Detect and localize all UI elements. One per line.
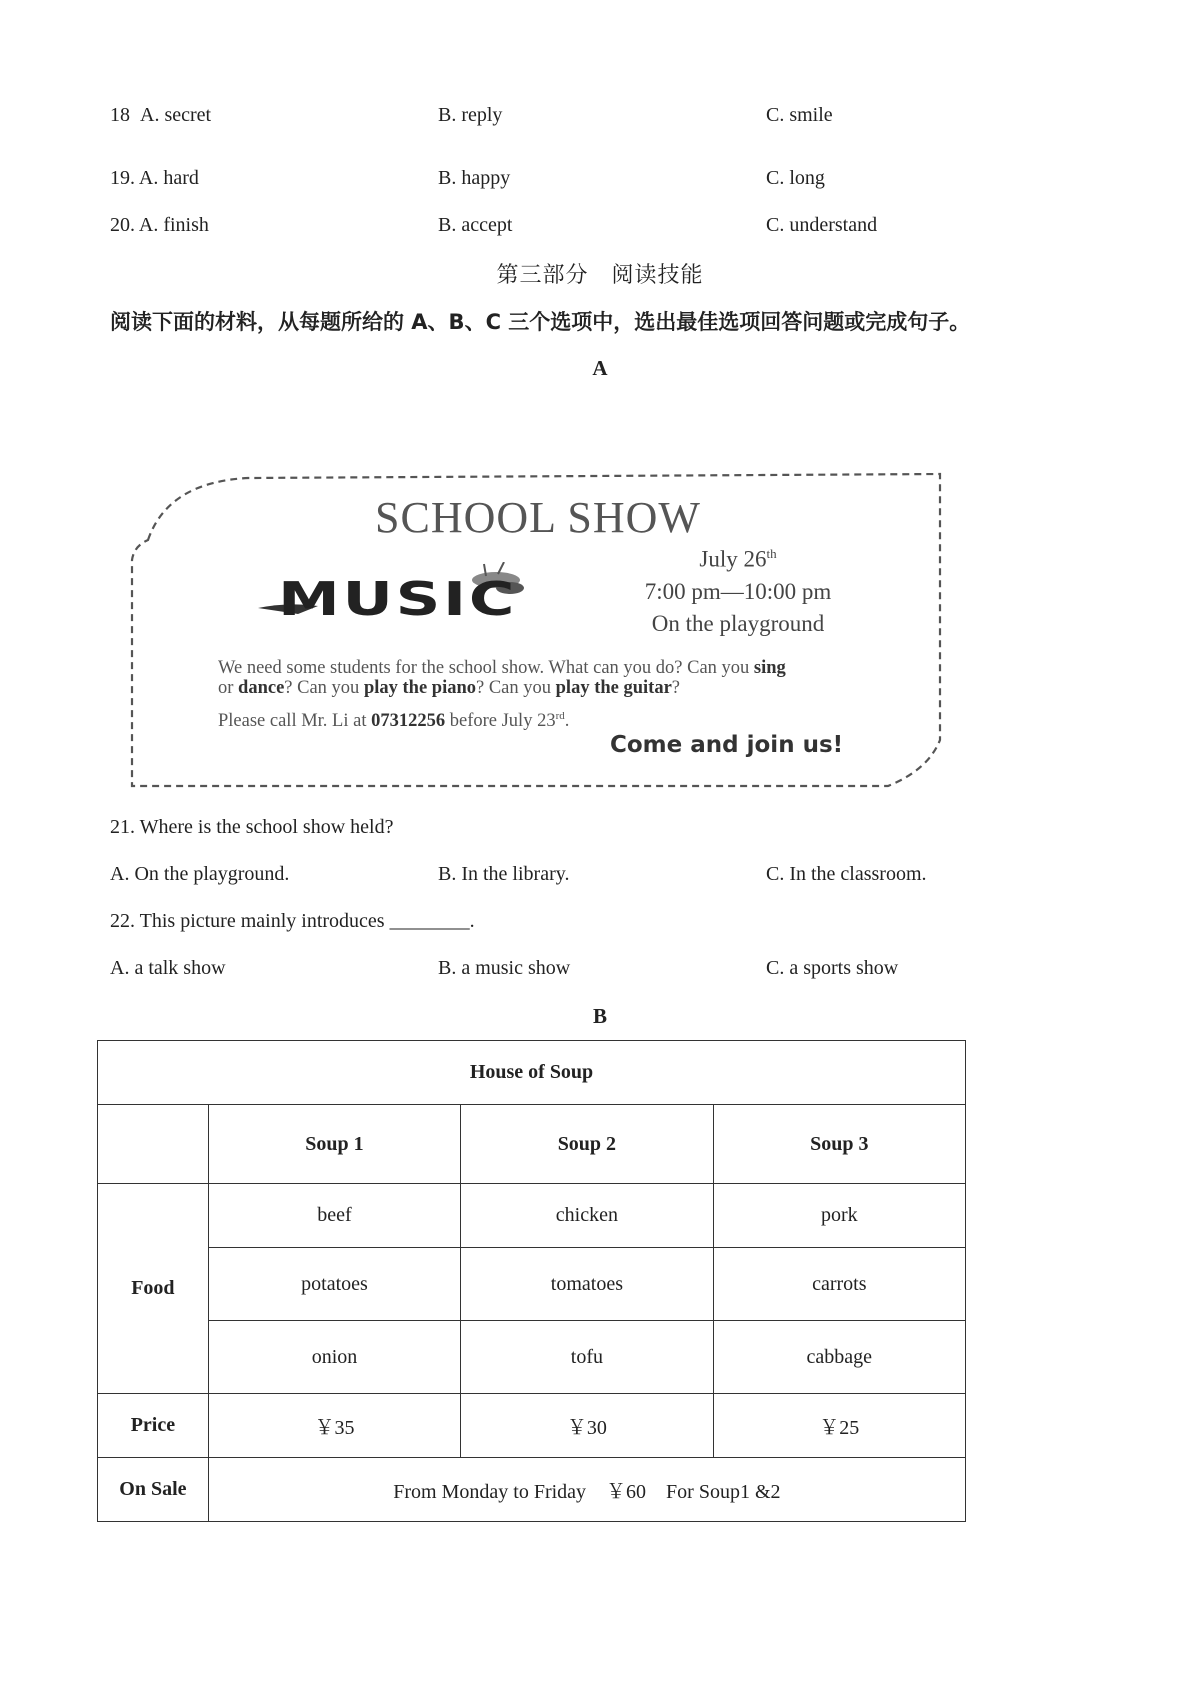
poster-text-bold: play the guitar	[555, 678, 672, 698]
sale-row-label: On Sale	[98, 1458, 209, 1522]
table-row	[98, 1248, 966, 1321]
table-header: Soup 1	[208, 1105, 460, 1184]
poster-call-text: .	[564, 711, 570, 732]
poster-text-part: We need some students for the school show. What can you do? Can you	[218, 658, 754, 678]
q18-option-b: B. reply	[438, 104, 503, 126]
question-19-options	[110, 167, 1110, 197]
poster-call-text: before July 23	[445, 711, 556, 732]
q22-option-c: C. a sports show	[766, 957, 899, 979]
q21-option-c: C. In the classroom.	[766, 863, 927, 885]
price-cell: ￥25	[713, 1394, 965, 1458]
poster-phone-number: 07312256	[371, 711, 446, 732]
section-instruction: 阅读下面的材料，从每题所给的 A、B、C 三个选项中，选出最佳选项回答问题或完成句子。	[110, 310, 971, 334]
q20-option-b: B. accept	[438, 214, 513, 236]
poster-call-text: Please call Mr. Li at	[218, 711, 372, 732]
poster-text-part: ? Can you	[284, 678, 364, 698]
table-cell: beef	[208, 1184, 460, 1248]
passage-b-label: B	[592, 1004, 607, 1028]
table-cell: tofu	[461, 1321, 713, 1394]
table-cell: potatoes	[208, 1248, 460, 1321]
food-row-label: Food	[98, 1184, 209, 1394]
poster-time: 7:00 pm—10:00 pm	[644, 578, 832, 604]
q22-option-b: B. a music show	[438, 957, 571, 979]
sale-row	[98, 1458, 966, 1522]
q19-option-c: C. long	[766, 167, 825, 189]
price-row	[98, 1394, 966, 1458]
table-cell: onion	[208, 1321, 460, 1394]
price-cell: ￥30	[461, 1394, 713, 1458]
table-row	[98, 1321, 966, 1394]
poster-call-sup: rd	[555, 710, 565, 722]
poster-date	[618, 538, 858, 576]
table-cell: pork	[713, 1184, 965, 1248]
q21-option-b: B. In the library.	[438, 863, 570, 885]
section-title: 第三部分 阅读技能	[496, 263, 704, 288]
table-header: Soup 3	[713, 1105, 965, 1184]
q18-number: 18	[110, 104, 130, 126]
soup-menu-table	[97, 1040, 966, 1522]
table-cell: chicken	[461, 1184, 713, 1248]
q21-option-a: A. On the playground.	[110, 863, 290, 885]
q18-option-a-text: A. secret	[140, 104, 212, 126]
table-cell: cabbage	[713, 1321, 965, 1394]
poster-description	[218, 658, 878, 698]
q19-option-a: 19. A. hard	[110, 167, 199, 189]
poster-place: On the playground	[651, 610, 825, 636]
poster-event-info	[618, 538, 858, 640]
question-18-options	[110, 104, 1110, 134]
poster-date-sup: th	[766, 546, 777, 561]
q18-option-c: C. smile	[766, 104, 833, 126]
table-cell: tomatoes	[461, 1248, 713, 1321]
q21-stem: 21. Where is the school show held?	[110, 816, 394, 838]
q20-option-a: 20. A. finish	[110, 214, 209, 236]
poster-text-part: ? Can you	[476, 678, 556, 698]
poster-join-text: Come and join us	[610, 732, 833, 758]
poster-contact	[218, 710, 569, 732]
table-corner-cell	[98, 1105, 209, 1184]
table-header-row	[98, 1105, 966, 1184]
question-20-options	[110, 214, 1110, 244]
question-21-options	[110, 863, 1110, 893]
table-title-row	[98, 1041, 966, 1105]
q19-option-b: B. happy	[438, 167, 511, 189]
passage-a-label: A	[592, 356, 608, 380]
poster-date-text: July 26	[699, 546, 767, 572]
q18-option-a	[110, 104, 211, 127]
poster-text-bold: play the piano	[363, 678, 476, 698]
poster-text-bold: sing	[753, 658, 786, 678]
poster-text-part: ?	[671, 678, 680, 698]
poster-title: SCHOOL SHOW	[375, 493, 701, 542]
school-show-poster	[128, 470, 948, 790]
question-22-options	[110, 957, 1110, 987]
music-logo-word: MUSIC	[278, 572, 518, 626]
q22-option-a: A. a talk show	[110, 957, 226, 979]
table-title: House of Soup	[98, 1041, 966, 1105]
price-row-label: Price	[98, 1394, 209, 1458]
table-cell: carrots	[713, 1248, 965, 1321]
poster-text-part: or	[218, 678, 239, 698]
price-cell: ￥35	[208, 1394, 460, 1458]
table-row	[98, 1184, 966, 1248]
poster-join-exclaim: !	[832, 732, 844, 758]
q20-option-c: C. understand	[766, 214, 878, 236]
poster-join-slogan	[610, 732, 843, 758]
sale-text: From Monday to Friday ￥60 For Soup1 &2	[208, 1458, 965, 1522]
poster-text-bold: dance	[238, 678, 285, 698]
table-header: Soup 2	[461, 1105, 713, 1184]
q22-stem: 22. This picture mainly introduces ________.	[110, 910, 475, 932]
